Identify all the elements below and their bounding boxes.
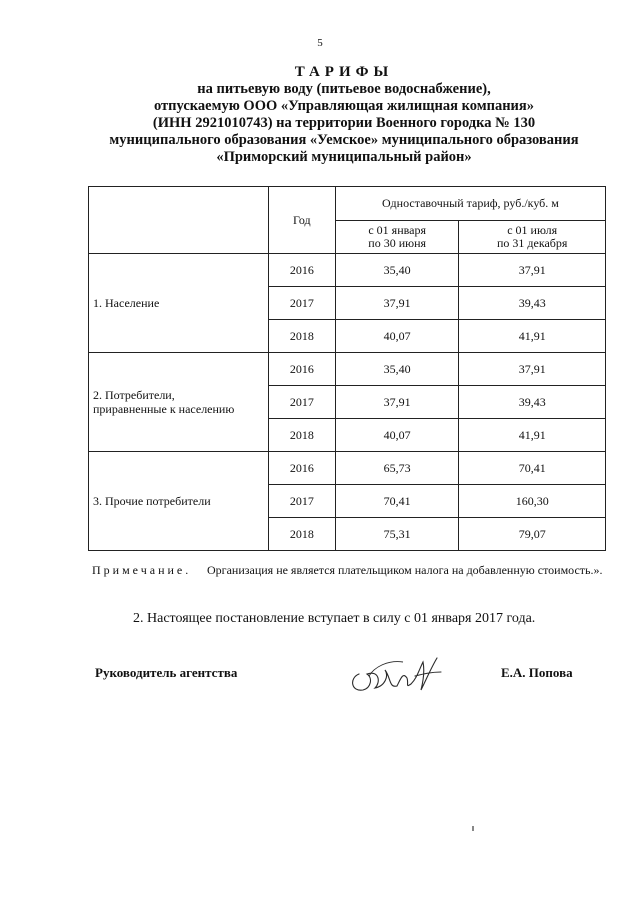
value-cell: 70,41 <box>335 485 458 518</box>
table-row <box>89 452 606 485</box>
year-cell: 2016 <box>268 254 335 287</box>
value-cell: 39,43 <box>459 386 606 419</box>
year-cell: 2017 <box>268 287 335 320</box>
value-cell: 40,07 <box>335 419 458 452</box>
note-label: Примечание. <box>92 563 192 577</box>
title-line: (ИНН 2921010743) на территории Военного городка № 130 <box>152 115 536 131</box>
title-line: «Приморский муниципальный район» <box>216 149 472 165</box>
title-main: ТАРИФЫ <box>294 64 394 80</box>
year-cell: 2016 <box>268 452 335 485</box>
group-label <box>89 452 269 551</box>
value-cell: 160,30 <box>459 485 606 518</box>
year-cell: 2018 <box>268 518 335 551</box>
table-header-row <box>89 187 606 221</box>
header-period-1-line: по 30 июня <box>368 236 427 250</box>
value-cell: 79,07 <box>459 518 606 551</box>
value-cell: 70,41 <box>459 452 606 485</box>
header-category <box>89 187 269 254</box>
title-line: муниципального образования «Уемское» муниципального образования <box>109 132 579 148</box>
header-tariff: Одноставочный тариф, руб./куб. м <box>335 187 605 221</box>
year-cell: 2017 <box>268 386 335 419</box>
page-number: 5 <box>317 37 323 49</box>
group-label <box>89 254 269 353</box>
value-cell: 65,73 <box>335 452 458 485</box>
year-cell: 2016 <box>268 353 335 386</box>
header-period-1 <box>335 221 458 254</box>
value-cell: 35,40 <box>335 353 458 386</box>
group-label-line: 2. Потребители, <box>93 388 175 402</box>
header-period-2-line: с 01 июля <box>507 223 558 237</box>
group-label-line: приравненные к населению <box>93 402 235 416</box>
group-label <box>89 353 269 452</box>
value-cell: 75,31 <box>335 518 458 551</box>
group-label-line: 3. Прочие потребители <box>93 494 211 508</box>
note-text: Организация не является плательщиком налога на добавленную стоимость.». <box>207 563 603 577</box>
value-cell: 41,91 <box>459 320 606 353</box>
tariff-table <box>88 186 606 551</box>
value-cell: 37,91 <box>335 287 458 320</box>
table-row <box>89 353 606 386</box>
value-cell: 40,07 <box>335 320 458 353</box>
year-cell: 2017 <box>268 485 335 518</box>
title-line: отпускаемую ООО «Управляющая жилищная компания» <box>153 98 535 114</box>
value-cell: 37,91 <box>459 353 606 386</box>
signatory-position: Руководитель агентства <box>95 665 238 680</box>
header-year: Год <box>268 187 335 254</box>
header-period-2 <box>459 221 606 254</box>
decree-text: 2. Настоящее постановление вступает в силу с 01 января 2017 года. <box>133 611 536 626</box>
header-period-1-line: с 01 января <box>368 223 426 237</box>
group-label-line: 1. Население <box>93 296 160 310</box>
title-line: на питьевую воду (питьевое водоснабжение), <box>197 81 491 97</box>
value-cell: 41,91 <box>459 419 606 452</box>
signatory-name: Е.А. Попова <box>501 665 573 680</box>
header-period-2-line: по 31 декабря <box>496 236 568 250</box>
value-cell: 37,91 <box>459 254 606 287</box>
year-cell: 2018 <box>268 419 335 452</box>
value-cell: 37,91 <box>335 386 458 419</box>
value-cell: 39,43 <box>459 287 606 320</box>
scan-mark <box>472 826 474 831</box>
table-row <box>89 254 606 287</box>
year-cell: 2018 <box>268 320 335 353</box>
handwritten-signature <box>345 648 445 698</box>
document-title <box>0 64 640 166</box>
value-cell: 35,40 <box>335 254 458 287</box>
